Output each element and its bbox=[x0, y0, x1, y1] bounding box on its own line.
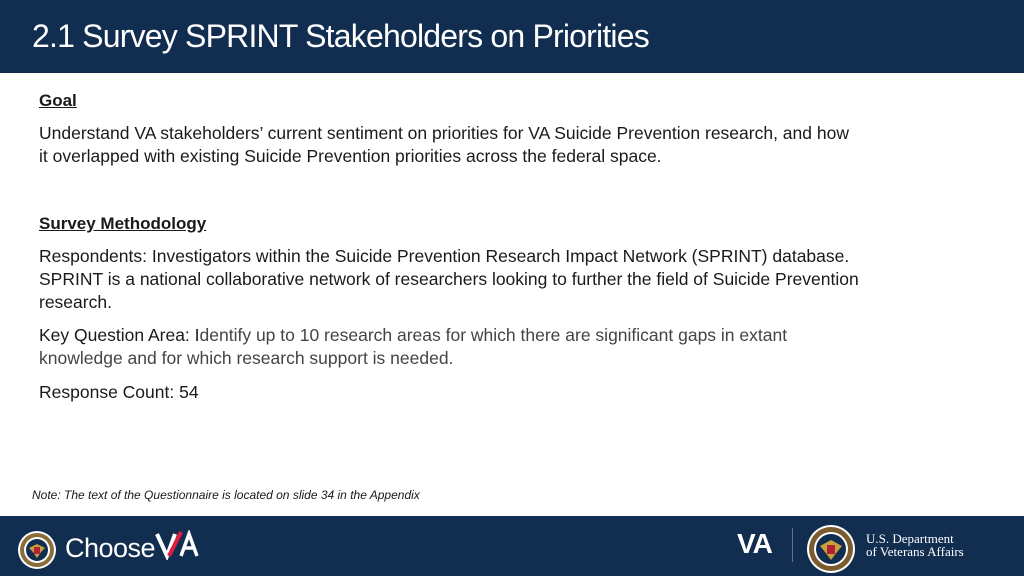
department-seal-icon bbox=[806, 524, 856, 574]
va-wordmark: VA bbox=[737, 528, 772, 559]
department-name-line: of Veterans Affairs bbox=[866, 544, 964, 559]
choose-va-mark bbox=[155, 530, 207, 567]
respondents-line: research. bbox=[39, 292, 112, 312]
kqa-line bbox=[39, 324, 989, 347]
appendix-note: Note: The text of the Questionnaire is located on slide 34 in the Appendix bbox=[32, 488, 420, 502]
respondents-line: Respondents: Investigators within the Suicide Prevention Research Impact Network (SPRINT) database. bbox=[39, 246, 850, 266]
choose-va-logo bbox=[65, 533, 207, 563]
title-bar bbox=[0, 0, 1024, 73]
methodology-heading: Survey Methodology bbox=[39, 214, 207, 233]
response-count: Response Count: 54 bbox=[39, 382, 199, 402]
kqa-text-rest: dentify up to 10 research areas for which there are significant gaps in extant bbox=[199, 325, 788, 345]
respondents-text bbox=[39, 245, 989, 314]
department-name bbox=[866, 532, 964, 558]
va-seal-icon bbox=[17, 530, 57, 570]
kqa-line: knowledge and for which research support is needed. bbox=[39, 348, 454, 368]
slide-title: 2.1 Survey SPRINT Stakeholders on Priorities bbox=[32, 18, 649, 54]
goal-heading: Goal bbox=[39, 91, 77, 110]
goal-text bbox=[39, 122, 989, 168]
footer-bar bbox=[0, 516, 1024, 576]
slide-body bbox=[39, 90, 989, 404]
choose-word: Choose bbox=[65, 532, 156, 563]
department-name-line: U.S. Department bbox=[866, 531, 954, 546]
va-checkmark-icon bbox=[155, 530, 207, 560]
respondents-line: SPRINT is a national collaborative network of researchers looking to further the field of Suicide Prevention bbox=[39, 269, 859, 289]
key-question-area-text bbox=[39, 324, 989, 370]
goal-text-line: it overlapped with existing Suicide Prevention priorities across the federal space. bbox=[39, 146, 662, 166]
kqa-label: Key Question Area: I bbox=[39, 325, 200, 345]
footer-divider bbox=[792, 528, 793, 562]
goal-text-line: Understand VA stakeholders’ current sentiment on priorities for VA Suicide Prevention research, and how bbox=[39, 123, 849, 143]
